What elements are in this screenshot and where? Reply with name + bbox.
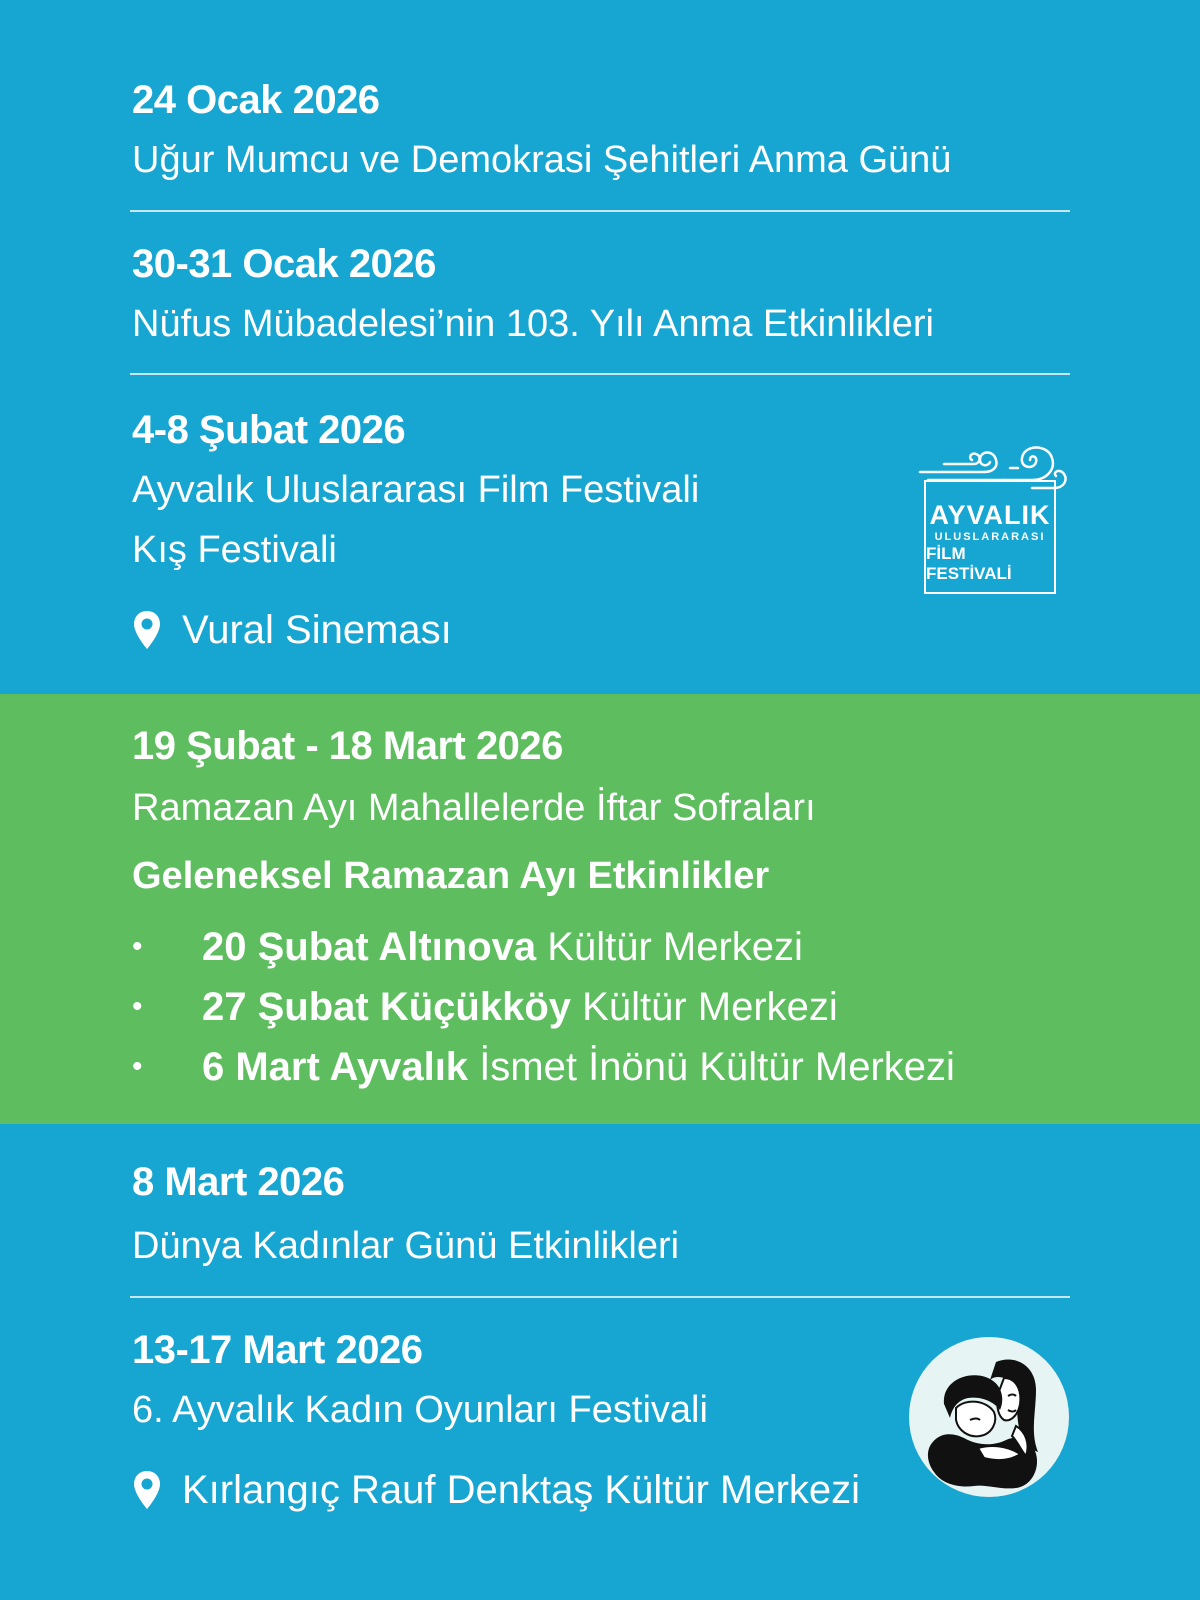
event-date: 8 Mart 2026 (132, 1160, 345, 1204)
list-item (132, 982, 838, 1032)
event-date: 19 Şubat - 18 Mart 2026 (132, 724, 563, 768)
list-item (132, 922, 803, 972)
list-item (132, 1042, 955, 1092)
event-date: 13-17 Mart 2026 (132, 1328, 423, 1372)
event-location (132, 606, 452, 654)
divider (130, 373, 1070, 375)
location-pin-icon (132, 610, 162, 650)
film-festival-logo (914, 440, 1070, 600)
bullet-strong: 27 Şubat Küçükköy (202, 984, 572, 1029)
bullet-rest: Kültür Merkezi (582, 984, 838, 1029)
bullet-rest: Kültür Merkezi (547, 924, 803, 969)
bullet-rest: İsmet İnönü Kültür Merkezi (479, 1044, 955, 1089)
event-date: 4-8 Şubat 2026 (132, 408, 406, 452)
event-date: 24 Ocak 2026 (132, 78, 380, 122)
event-title: Nüfus Mübadelesi’nin 103. Yılı Anma Etkinlikleri (132, 303, 934, 345)
logo-text-ayvalik: AYVALIK (929, 500, 1051, 530)
logo-frame (924, 480, 1056, 594)
event-title-line-1: Ayvalık Uluslararası Film Festivali (132, 469, 700, 511)
bullet-strong: 6 Mart Ayvalık (202, 1044, 469, 1089)
location-label: Vural Sineması (182, 607, 452, 652)
event-title: Uğur Mumcu ve Demokrasi Şehitleri Anma Günü (132, 139, 952, 181)
event-location (132, 1466, 860, 1514)
event-title: Dünya Kadınlar Günü Etkinlikleri (132, 1225, 680, 1267)
women-embrace-illustration-icon (908, 1336, 1070, 1498)
location-label: Kırlangıç Rauf Denktaş Kültür Merkezi (182, 1467, 861, 1512)
bullet-dot: • (132, 990, 143, 1023)
event-subtitle: Geleneksel Ramazan Ayı Etkinlikler (132, 855, 770, 897)
location-pin-icon (132, 1470, 162, 1510)
event-title: Ramazan Ayı Mahallelerde İftar Sofraları (132, 787, 816, 829)
bullet-dot: • (132, 1050, 143, 1083)
divider (130, 1296, 1070, 1298)
bullet-strong: 20 Şubat Altınova (202, 924, 537, 969)
event-date: 30-31 Ocak 2026 (132, 242, 436, 286)
event-title: 6. Ayvalık Kadın Oyunları Festivali (132, 1389, 708, 1431)
logo-text-film-festivali: FİLM FESTİVALİ (926, 544, 1012, 583)
divider (130, 210, 1070, 212)
logo-text-uluslararasi: ULUSLARARASI (934, 531, 1046, 543)
event-title-line-2: Kış Festivali (132, 529, 337, 571)
bullet-dot: • (132, 930, 143, 963)
